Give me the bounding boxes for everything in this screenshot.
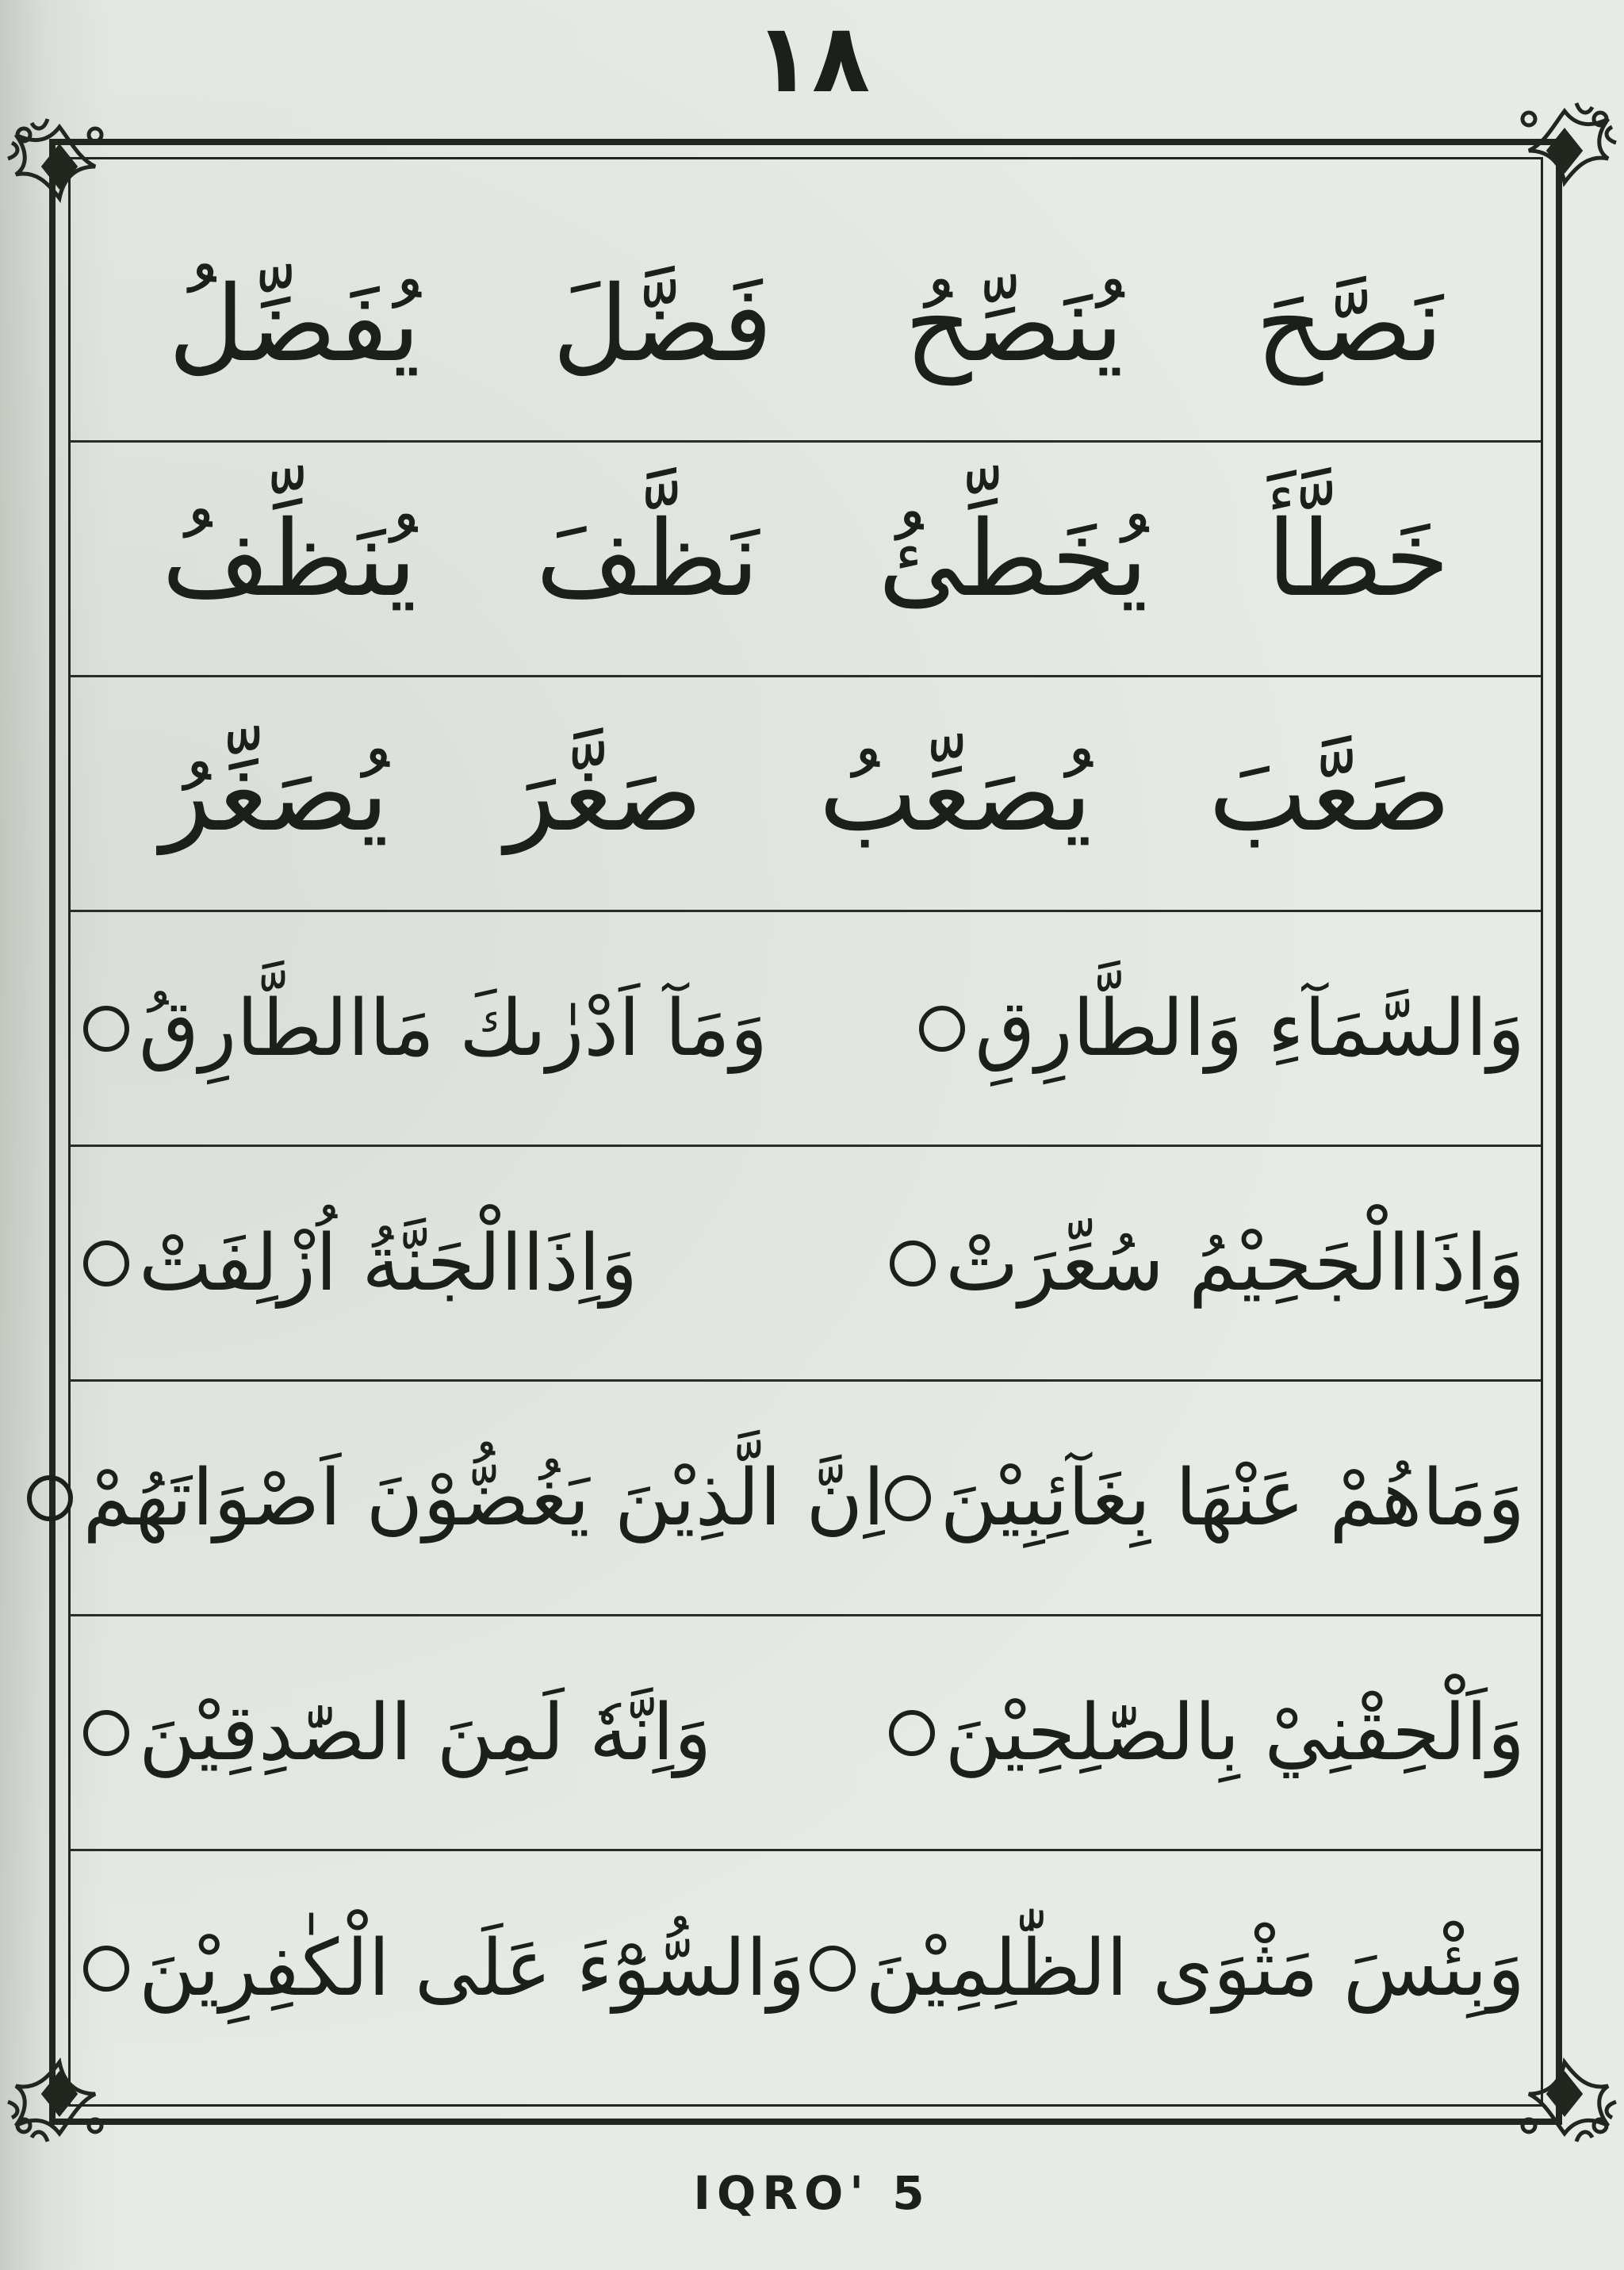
verse (919, 911, 1525, 1146)
verse-end-circle-icon (885, 1475, 931, 1521)
corner-ornament-icon (1505, 95, 1624, 214)
arabic-word: يُنَصِّحُ (904, 263, 1124, 385)
verse-end-circle-icon (890, 1240, 936, 1286)
arabic-word: صَعَّبَ (1208, 732, 1451, 855)
verse-text: اِنَّ الَّذِيْنَ يَغُضُّوْنَ اَصْوَاتَهُمْ (82, 1452, 885, 1543)
word-row (71, 443, 1541, 677)
verse-end-circle-icon (27, 1475, 73, 1521)
verse-text: وَمَاهُمْ عَنْهَا بِغَآئِبِيْنَ (940, 1452, 1525, 1543)
verse-end-circle-icon (810, 1946, 856, 1992)
arabic-word: يُصَغِّرُ (160, 732, 389, 855)
verse-end-circle-icon (83, 1710, 129, 1756)
arabic-word: يُصَعِّبُ (818, 732, 1093, 855)
verse-row (71, 1616, 1541, 1851)
book-title-footer: IQRO' 5 (693, 2166, 931, 2220)
verse-row (71, 912, 1541, 1147)
verse-text: وَاِذَاالْجَحِيْمُ سُعِّرَتْ (945, 1217, 1525, 1309)
verse-end-circle-icon (83, 1946, 129, 1992)
verse (83, 911, 768, 1146)
arabic-word: يُنَظِّفُ (162, 497, 417, 620)
verse-text: وَالسُّوْٓءَ عَلَى الْكٰفِرِيْنَ (139, 1923, 806, 2014)
arabic-word: يُفَضِّلُ (168, 263, 421, 385)
verse-text: وَاَلْحِقْنِيْ بِالصّٰلِحِيْنَ (944, 1687, 1525, 1778)
page-number: ١٨ (753, 4, 871, 114)
verse (890, 1146, 1525, 1381)
verse-row (71, 1851, 1541, 2086)
verse (83, 1146, 638, 1381)
verse-row (71, 1147, 1541, 1382)
verse-end-circle-icon (889, 1710, 935, 1756)
verse-text: وَبِئْسَ مَثْوَى الظّٰلِمِيْنَ (865, 1923, 1525, 2014)
verse (889, 1616, 1525, 1850)
arabic-word: خَطَّأَ (1266, 497, 1450, 620)
arabic-word: نَظَّفَ (535, 497, 760, 620)
verse (83, 1616, 711, 1850)
arabic-word: يُخَطِّئُ (878, 497, 1148, 620)
verse-text: وَاِنَّهٗ لَمِنَ الصّٰدِقِيْنَ (139, 1687, 712, 1778)
verse (83, 1851, 805, 2086)
verse-text: وَمَآ اَدْرٰىكَ مَاالطَّارِقُ (139, 983, 768, 1074)
verse (27, 1381, 884, 1616)
arabic-word: صَغَّرَ (505, 732, 703, 855)
arabic-word: نَصَّحَ (1255, 263, 1443, 385)
verse (810, 1851, 1525, 2086)
verse-end-circle-icon (83, 1240, 129, 1286)
verse-end-circle-icon (919, 1006, 965, 1052)
word-row (71, 677, 1541, 912)
word-row (71, 208, 1541, 443)
verse-end-circle-icon (83, 1006, 129, 1052)
verse-text: وَالسَّمَآءِ وَالطَّارِقِ (975, 983, 1525, 1074)
verse-row (71, 1382, 1541, 1616)
arabic-word: فَضَّلَ (552, 263, 773, 385)
verse-text: وَاِذَاالْجَنَّةُ اُزْلِفَتْ (139, 1217, 638, 1309)
verse (885, 1381, 1525, 1616)
lesson-rows (71, 208, 1541, 2088)
